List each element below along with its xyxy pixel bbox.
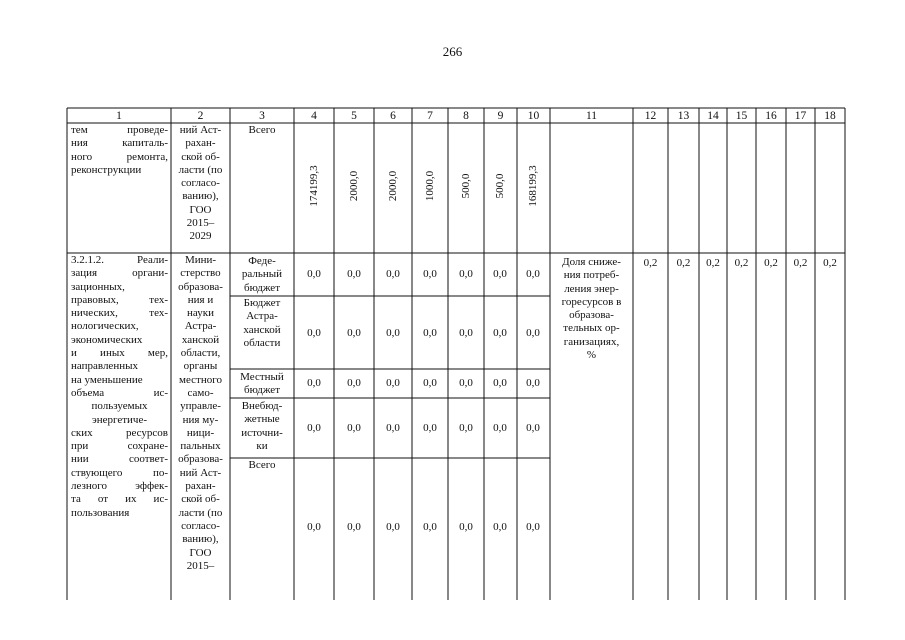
value-cell: 0,0 [459, 422, 473, 434]
header-cell: 18 [824, 110, 836, 122]
row1-value-col9: 500,0 [494, 173, 506, 199]
row1-value-col5: 2000,0 [348, 170, 360, 202]
value-cell: 0,0 [347, 377, 361, 389]
subrow-source-label: Бюджет Астра- ханской области [243, 297, 281, 349]
target-value: 0,2 [734, 257, 749, 269]
header-cell: 16 [765, 110, 777, 122]
header-cell: 17 [794, 110, 807, 122]
target-value: 0,2 [793, 257, 808, 269]
header-cell: 8 [463, 110, 469, 122]
value-cell: 0,0 [459, 521, 473, 533]
row1-value-col10: 168199,3 [527, 165, 539, 207]
value-cell: 0,0 [423, 377, 437, 389]
value-cell: 0,0 [459, 268, 473, 280]
target-value: 0,2 [643, 257, 658, 269]
value-cell: 0,0 [347, 422, 361, 434]
value-cell: 0,0 [423, 521, 437, 533]
subrow-source-label: Всего [248, 459, 276, 471]
row2-description: 3.2.1.2. Реали- зация органи- зационных, правовых, тех- нических, тех- нологических, экономических и иных мер, направленных на уменьшение объема ис- пользуемых энергетиче- ских ресурсов при сохране- нии соответ- ствующего по- лезного эффек- та от их ис- пользования [71, 254, 168, 519]
header-cell: 14 [707, 110, 719, 122]
value-cell: 0,0 [307, 377, 321, 389]
value-cell: 0,0 [347, 268, 361, 280]
row1-responsible: ний Аст- рахан- ской об- ласти (по согласо- ванию), ГОО 2015– 2029 [178, 124, 223, 243]
value-cell: 0,0 [386, 377, 400, 389]
header-cell: 12 [644, 110, 657, 122]
value-cell: 0,0 [386, 327, 400, 339]
target-value: 0,2 [676, 257, 691, 269]
header-cell: 15 [735, 110, 748, 122]
value-cell: 0,0 [459, 327, 473, 339]
row1-description: тем проведе- ния капиталь- ного ремонта, реконструкции [71, 124, 168, 176]
header-cell: 9 [497, 110, 504, 122]
header-cell: 13 [677, 110, 690, 122]
header-cell: 7 [427, 110, 433, 122]
row1-value-col6: 2000,0 [387, 170, 399, 202]
value-cell: 0,0 [347, 327, 361, 339]
target-value: 0,2 [764, 257, 778, 269]
header-cell: 4 [311, 110, 317, 122]
page-number: 266 [442, 44, 463, 59]
value-cell: 0,0 [493, 377, 507, 389]
value-cell: 0,0 [307, 268, 321, 280]
value-cell: 0,0 [493, 422, 507, 434]
target-value: 0,2 [706, 257, 720, 269]
row1-source-total: Всего [248, 124, 276, 136]
value-cell: 0,0 [307, 422, 321, 434]
header-cell: 10 [527, 110, 540, 122]
value-cell: 0,0 [386, 422, 400, 434]
value-cell: 0,0 [347, 521, 361, 533]
row2-responsible: Мини- стерство образова- ния и науки Астра- ханской области, органы местного само- управле- ния му- ници- пальных образова- ний Аст- рахан- ской об- ласти (по согласо- ванию), ГОО 2015– [178, 254, 223, 572]
value-cell: 0,0 [526, 422, 540, 434]
row2-indicator: Доля сниже- ния потреб- ления энер- горесурсов в образова- тельных ор- ганизациях, % [561, 256, 622, 362]
value-cell: 0,0 [307, 521, 321, 533]
subrow-source-label: Внебюд- жетные источни- ки [241, 400, 283, 452]
value-cell: 0,0 [423, 422, 437, 434]
row1-value-col7: 1000,0 [424, 170, 436, 202]
value-cell: 0,0 [386, 268, 400, 280]
value-cell: 0,0 [307, 327, 321, 339]
header-cell: 3 [259, 110, 265, 122]
value-cell: 0,0 [386, 521, 400, 533]
row1-value-col8: 500,0 [460, 173, 472, 199]
header-cell: 5 [351, 110, 357, 122]
target-value: 0,2 [823, 257, 837, 269]
header-cell: 2 [197, 110, 204, 122]
value-cell: 0,0 [423, 327, 437, 339]
value-cell: 0,0 [423, 268, 437, 280]
value-cell: 0,0 [459, 377, 473, 389]
value-cell: 0,0 [526, 268, 540, 280]
subrow-source-label: Феде- ральный бюджет [241, 255, 283, 294]
header-cell: 6 [390, 110, 396, 122]
header-cell: 11 [585, 110, 598, 122]
value-cell: 0,0 [526, 327, 540, 339]
header-cell: 1 [116, 110, 122, 122]
value-cell: 0,0 [493, 268, 507, 280]
subrow-source-label: Местный бюджет [240, 371, 284, 397]
value-cell: 0,0 [526, 521, 540, 533]
value-cell: 0,0 [493, 327, 507, 339]
row1-value-col4: 174199,3 [308, 165, 320, 207]
value-cell: 0,0 [526, 377, 540, 389]
value-cell: 0,0 [493, 521, 507, 533]
